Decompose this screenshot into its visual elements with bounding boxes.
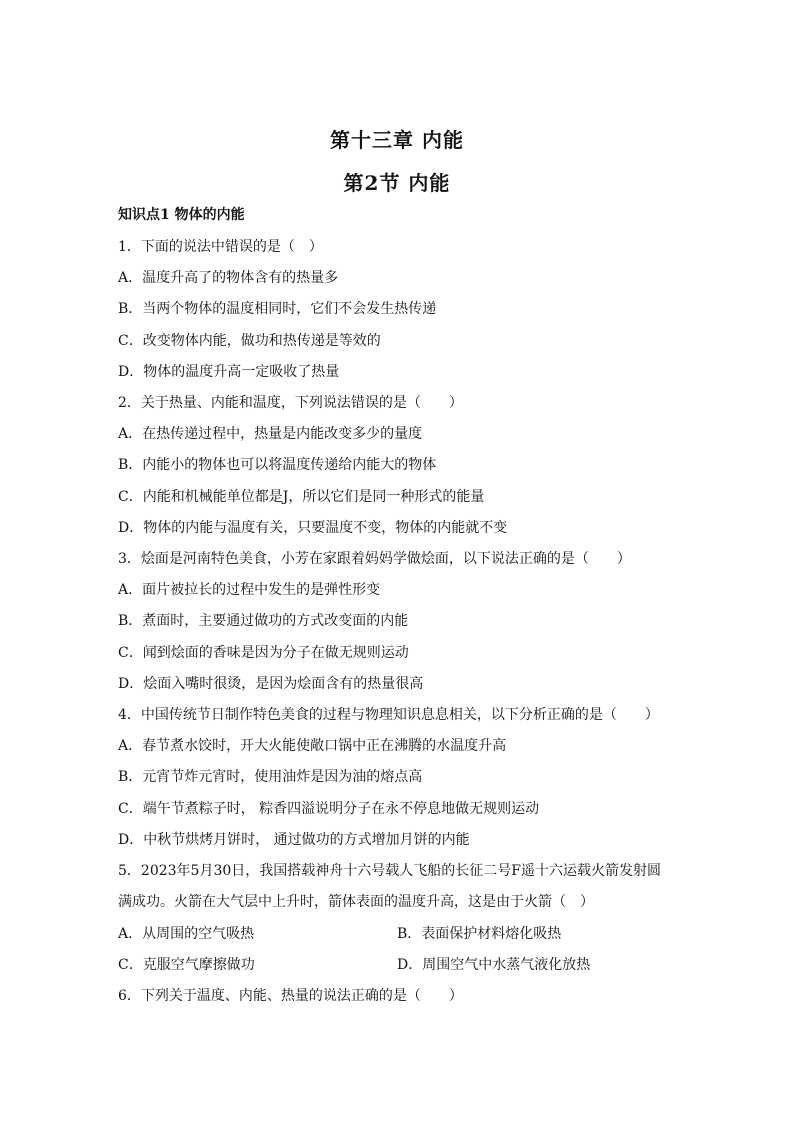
question-1-stem: 1．下面的说法中错误的是（ ） (118, 239, 323, 255)
question-3-stem: 3．烩面是河南特色美食，小芳在家跟着妈妈学做烩面，以下说法正确的是（ ） (118, 551, 631, 567)
question-2-stem: 2．关于热量、内能和温度，下列说法错误的是（ ） (118, 395, 463, 411)
question-5-option-c: C．克服空气摩擦做功 (118, 957, 255, 973)
section-title: 第2节 内能 (343, 171, 451, 195)
question-3-option-b: B．煮面时，主要通过做功的方式改变面的内能 (118, 613, 409, 629)
question-1-option-d: D．物体的温度升高一定吸收了热量 (118, 364, 340, 380)
question-2-option-d: D．物体的内能与温度有关，只要温度不变，物体的内能就不变 (118, 520, 508, 536)
question-5-option-b: B．表面保护材料熔化吸热 (397, 926, 562, 942)
question-1-option-b: B．当两个物体的温度相同时，它们不会发生热传递 (118, 301, 437, 317)
question-3-option-c: C．闻到烩面的香味是因为分子在做无规则运动 (118, 645, 409, 661)
question-6-stem: 6．下列关于温度、内能、热量的说法正确的是（ ） (118, 988, 463, 1004)
question-2-option-b: B．内能小的物体也可以将温度传递给内能大的物体 (118, 457, 437, 473)
question-1-option-a: A．温度升高了的物体含有的热量多 (118, 270, 339, 286)
question-4-option-b: B．元宵节炸元宵时，使用油炸是因为油的熔点高 (118, 769, 423, 785)
question-5-stem-line-2: 满成功。火箭在大气层中上升时，箭体表面的温度升高，这是由于火箭（ ） (118, 894, 594, 910)
question-4-option-a: A．春节煮水饺时，开大火能使敞口锅中正在沸腾的水温度升高 (118, 738, 507, 754)
question-4-stem: 4．中国传统节日制作特色美食的过程与物理知识息息相关，以下分析正确的是（ ） (118, 707, 659, 723)
chapter-title: 第十三章 内能 (330, 128, 464, 152)
question-4-option-c: C．端午节煮粽子时， 粽香四溢说明分子在永不停息地做无规则运动 (118, 801, 540, 817)
question-2-option-a: A．在热传递过程中，热量是内能改变多少的量度 (118, 426, 423, 442)
question-2-option-c: C．内能和机械能单位都是J，所以它们是同一种形式的能量 (118, 489, 485, 505)
question-5-option-a: A．从周围的空气吸热 (118, 926, 255, 942)
question-5-option-d: D．周围空气中水蒸气液化放热 (397, 957, 591, 973)
question-5-stem-line-1: 5．2023年5月30日，我国搭载神舟十六号载人飞船的长征二号F遥十六运载火箭发射圆 (118, 863, 661, 879)
question-4-option-d: D．中秋节烘烤月饼时， 通过做功的方式增加月饼的内能 (118, 832, 470, 848)
question-3-option-a: A．面片被拉长的过程中发生的是弹性形变 (118, 582, 381, 598)
question-1-option-c: C．改变物体内能，做功和热传递是等效的 (118, 333, 381, 349)
knowledge-point-heading: 知识点1 物体的内能 (118, 207, 245, 223)
question-3-option-d: D．烩面入嘴时很烫，是因为烩面含有的热量很高 (118, 676, 424, 692)
